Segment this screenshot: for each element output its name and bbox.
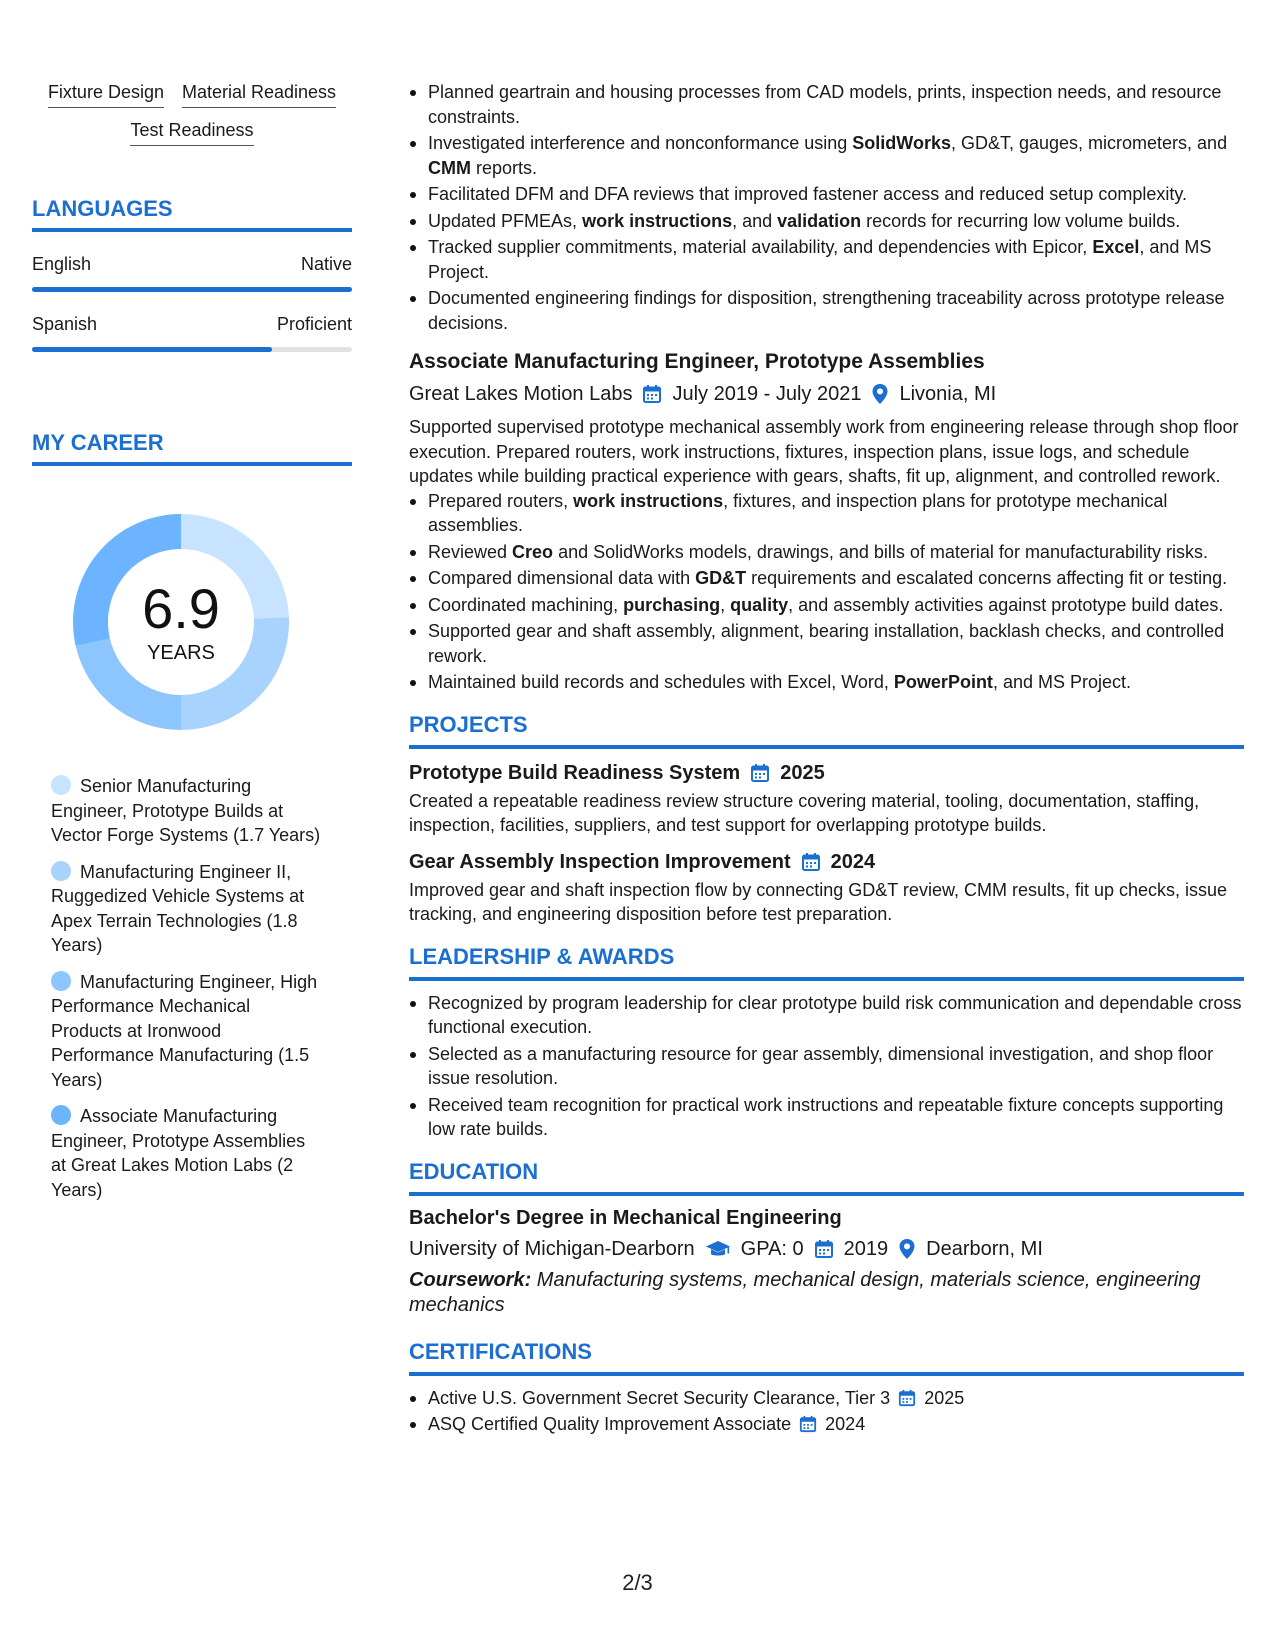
certification-name: ASQ Certified Quality Improvement Associate — [428, 1414, 792, 1434]
career-legend-item — [51, 774, 322, 848]
language-bar-fill — [32, 287, 352, 292]
project-year: 2025 — [780, 761, 825, 784]
skills-list — [32, 80, 352, 146]
project-description: Created a repeatable readiness review structure covering material, tooling, documentation, staffing, inspection, facilities, suppliers, and test support for overlapping prototype builds. — [409, 790, 1200, 835]
experience-bullet: Supported gear and shaft assembly, alignment, bearing installation, backlash checks, and controlled rework. — [409, 619, 1244, 668]
legend-label: Manufacturing Engineer II, Ruggedized Vehicle Systems at Apex Terrain Technologies (1.8 Years) — [51, 861, 305, 955]
page-number: 2/3 — [622, 1570, 653, 1595]
certification-item — [409, 1386, 1244, 1411]
career-total-years: 6.9 — [142, 576, 220, 640]
coursework-label: Coursework: — [409, 1268, 532, 1291]
career-legend-item — [51, 1104, 322, 1202]
education-meta — [409, 1234, 1244, 1264]
project-title: Gear Assembly Inspection Improvement — [409, 850, 791, 873]
education-entry — [409, 1204, 1244, 1318]
skill-tag: Material Readiness — [182, 80, 336, 108]
calendar-icon — [898, 1389, 916, 1407]
career-donut-chart — [67, 508, 295, 736]
language-bar — [32, 287, 352, 292]
experience-bullet: Prepared routers, work instructions, fixtures, and inspection plans for prototype mechanical assemblies. — [409, 489, 1244, 538]
career-legend — [32, 774, 322, 1202]
career-total-unit: YEARS — [147, 641, 215, 664]
language-item — [32, 254, 352, 292]
legend-label: Manufacturing Engineer, High Performance Mechanical Products at Ironwood Performance Manufacturing (1.5 Years) — [51, 971, 318, 1090]
language-name: Spanish — [32, 314, 98, 334]
language-level: Native — [300, 254, 352, 274]
experience-bullet: Investigated interference and nonconformance using SolidWorks, GD&T, gauges, micrometers, and CMM reports. — [409, 131, 1244, 180]
experience-bullet: Planned geartrain and housing processes from CAD models, prints, inspection needs, and resource constraints. — [409, 80, 1244, 129]
language-bar — [32, 347, 352, 352]
project-title: Prototype Build Readiness System — [409, 761, 741, 784]
experience-bullet: Reviewed Creo and SolidWorks models, drawings, and bills of material for manufacturability risks. — [409, 540, 1244, 565]
school-name: University of Michigan-Dearborn — [409, 1237, 695, 1260]
projects-heading: PROJECTS — [409, 711, 1244, 749]
donut-center — [67, 508, 295, 736]
award-item: Selected as a manufacturing resource for gear assembly, dimensional investigation, and shop floor issue resolution. — [409, 1042, 1244, 1091]
job-title: Associate Manufacturing Engineer, Prototype Assemblies — [409, 350, 985, 373]
sidebar — [32, 80, 352, 1214]
language-bar-fill — [32, 347, 272, 352]
job-summary: Supported supervised prototype mechanical assembly work from engineering release through shop floor execution. Prepared routers, work instructions, fixtures, inspection plans, issue logs, and schedule updates while building practical experience with gears, shafts, fit up, alignment, and controlled rework. — [409, 417, 1239, 486]
certifications-list — [409, 1386, 1244, 1437]
language-level: Proficient — [276, 314, 352, 334]
experience-bullet: Maintained build records and schedules with Excel, Word, PowerPoint, and MS Project. — [409, 670, 1244, 695]
calendar-icon — [750, 763, 770, 783]
legend-dot — [51, 971, 71, 991]
job-dates: July 2019 - July 2021 — [672, 383, 862, 405]
career-legend-item — [51, 970, 322, 1093]
experience-bullet: Compared dimensional data with GD&T requirements and escalated concerns affecting fit or testing. — [409, 566, 1244, 591]
languages-section — [32, 196, 352, 352]
certification-year: 2025 — [924, 1387, 965, 1408]
location-pin-icon — [871, 383, 889, 405]
project-description: Improved gear and shaft inspection flow by connecting GD&T review, CMM results, fit up checks, issue tracking, and engineering disposition before test preparation. — [409, 879, 1228, 924]
project-item — [409, 759, 1244, 838]
legend-dot — [51, 775, 71, 795]
awards-list — [409, 991, 1244, 1142]
previous-job-bullets — [409, 80, 1244, 335]
main-column — [409, 80, 1244, 1439]
legend-dot — [51, 1105, 71, 1125]
legend-label: Associate Manufacturing Engineer, Prototype Assemblies at Great Lakes Motion Labs (2 Years) — [51, 1106, 306, 1200]
skill-tag: Test Readiness — [130, 118, 253, 146]
job-location: Livonia, MI — [899, 383, 997, 405]
coursework — [409, 1268, 1244, 1318]
career-section — [32, 430, 352, 1202]
languages-heading: LANGUAGES — [32, 196, 352, 232]
experience-bullet: Coordinated machining, purchasing, quality, and assembly activities against prototype build dates. — [409, 593, 1244, 618]
graduation-year: 2019 — [843, 1237, 889, 1260]
award-item: Received team recognition for practical work instructions and repeatable fixture concepts supporting low rate builds. — [409, 1093, 1244, 1142]
job-entry — [409, 347, 1244, 695]
degree-title: Bachelor's Degree in Mechanical Engineering — [409, 1206, 842, 1229]
calendar-icon — [801, 852, 821, 872]
career-legend-item — [51, 860, 322, 958]
experience-bullet: Documented engineering findings for disposition, strengthening traceability across prototype release decisions. — [409, 286, 1244, 335]
education-heading: EDUCATION — [409, 1158, 1244, 1196]
calendar-icon — [642, 384, 662, 404]
location-pin-icon — [898, 1238, 916, 1260]
project-item — [409, 848, 1244, 927]
skill-tag: Fixture Design — [48, 80, 164, 108]
project-year: 2024 — [830, 850, 876, 873]
graduation-cap-icon — [705, 1239, 731, 1259]
certifications-heading: CERTIFICATIONS — [409, 1338, 1244, 1376]
legend-dot — [51, 861, 71, 881]
calendar-icon — [799, 1415, 817, 1433]
language-name: English — [32, 254, 92, 274]
company-name: Great Lakes Motion Labs — [409, 383, 633, 405]
job-bullets — [409, 489, 1244, 695]
job-meta — [409, 379, 1244, 409]
awards-heading: LEADERSHIP & AWARDS — [409, 943, 1244, 981]
calendar-icon — [814, 1239, 834, 1259]
coursework-list: Manufacturing systems, mechanical design, materials science, engineering mechanics — [409, 1268, 1201, 1316]
experience-bullet: Updated PFMEAs, work instructions, and validation records for recurring low volume builds. — [409, 209, 1244, 234]
career-heading: MY CAREER — [32, 430, 352, 466]
certification-item — [409, 1412, 1244, 1437]
experience-bullet: Facilitated DFM and DFA reviews that improved fastener access and reduced setup complexity. — [409, 182, 1244, 207]
award-item: Recognized by program leadership for clear prototype build risk communication and dependable cross functional execution. — [409, 991, 1244, 1040]
gpa: GPA: 0 — [740, 1237, 804, 1260]
legend-label: Senior Manufacturing Engineer, Prototype Builds at Vector Forge Systems (1.7 Years) — [51, 776, 321, 845]
certification-name: Active U.S. Government Secret Security Clearance, Tier 3 — [428, 1387, 891, 1408]
certification-year: 2024 — [825, 1414, 866, 1434]
school-location: Dearborn, MI — [926, 1237, 1043, 1260]
language-item — [32, 314, 352, 352]
experience-bullet: Tracked supplier commitments, material availability, and dependencies with Epicor, Excel, and MS Project. — [409, 235, 1244, 284]
